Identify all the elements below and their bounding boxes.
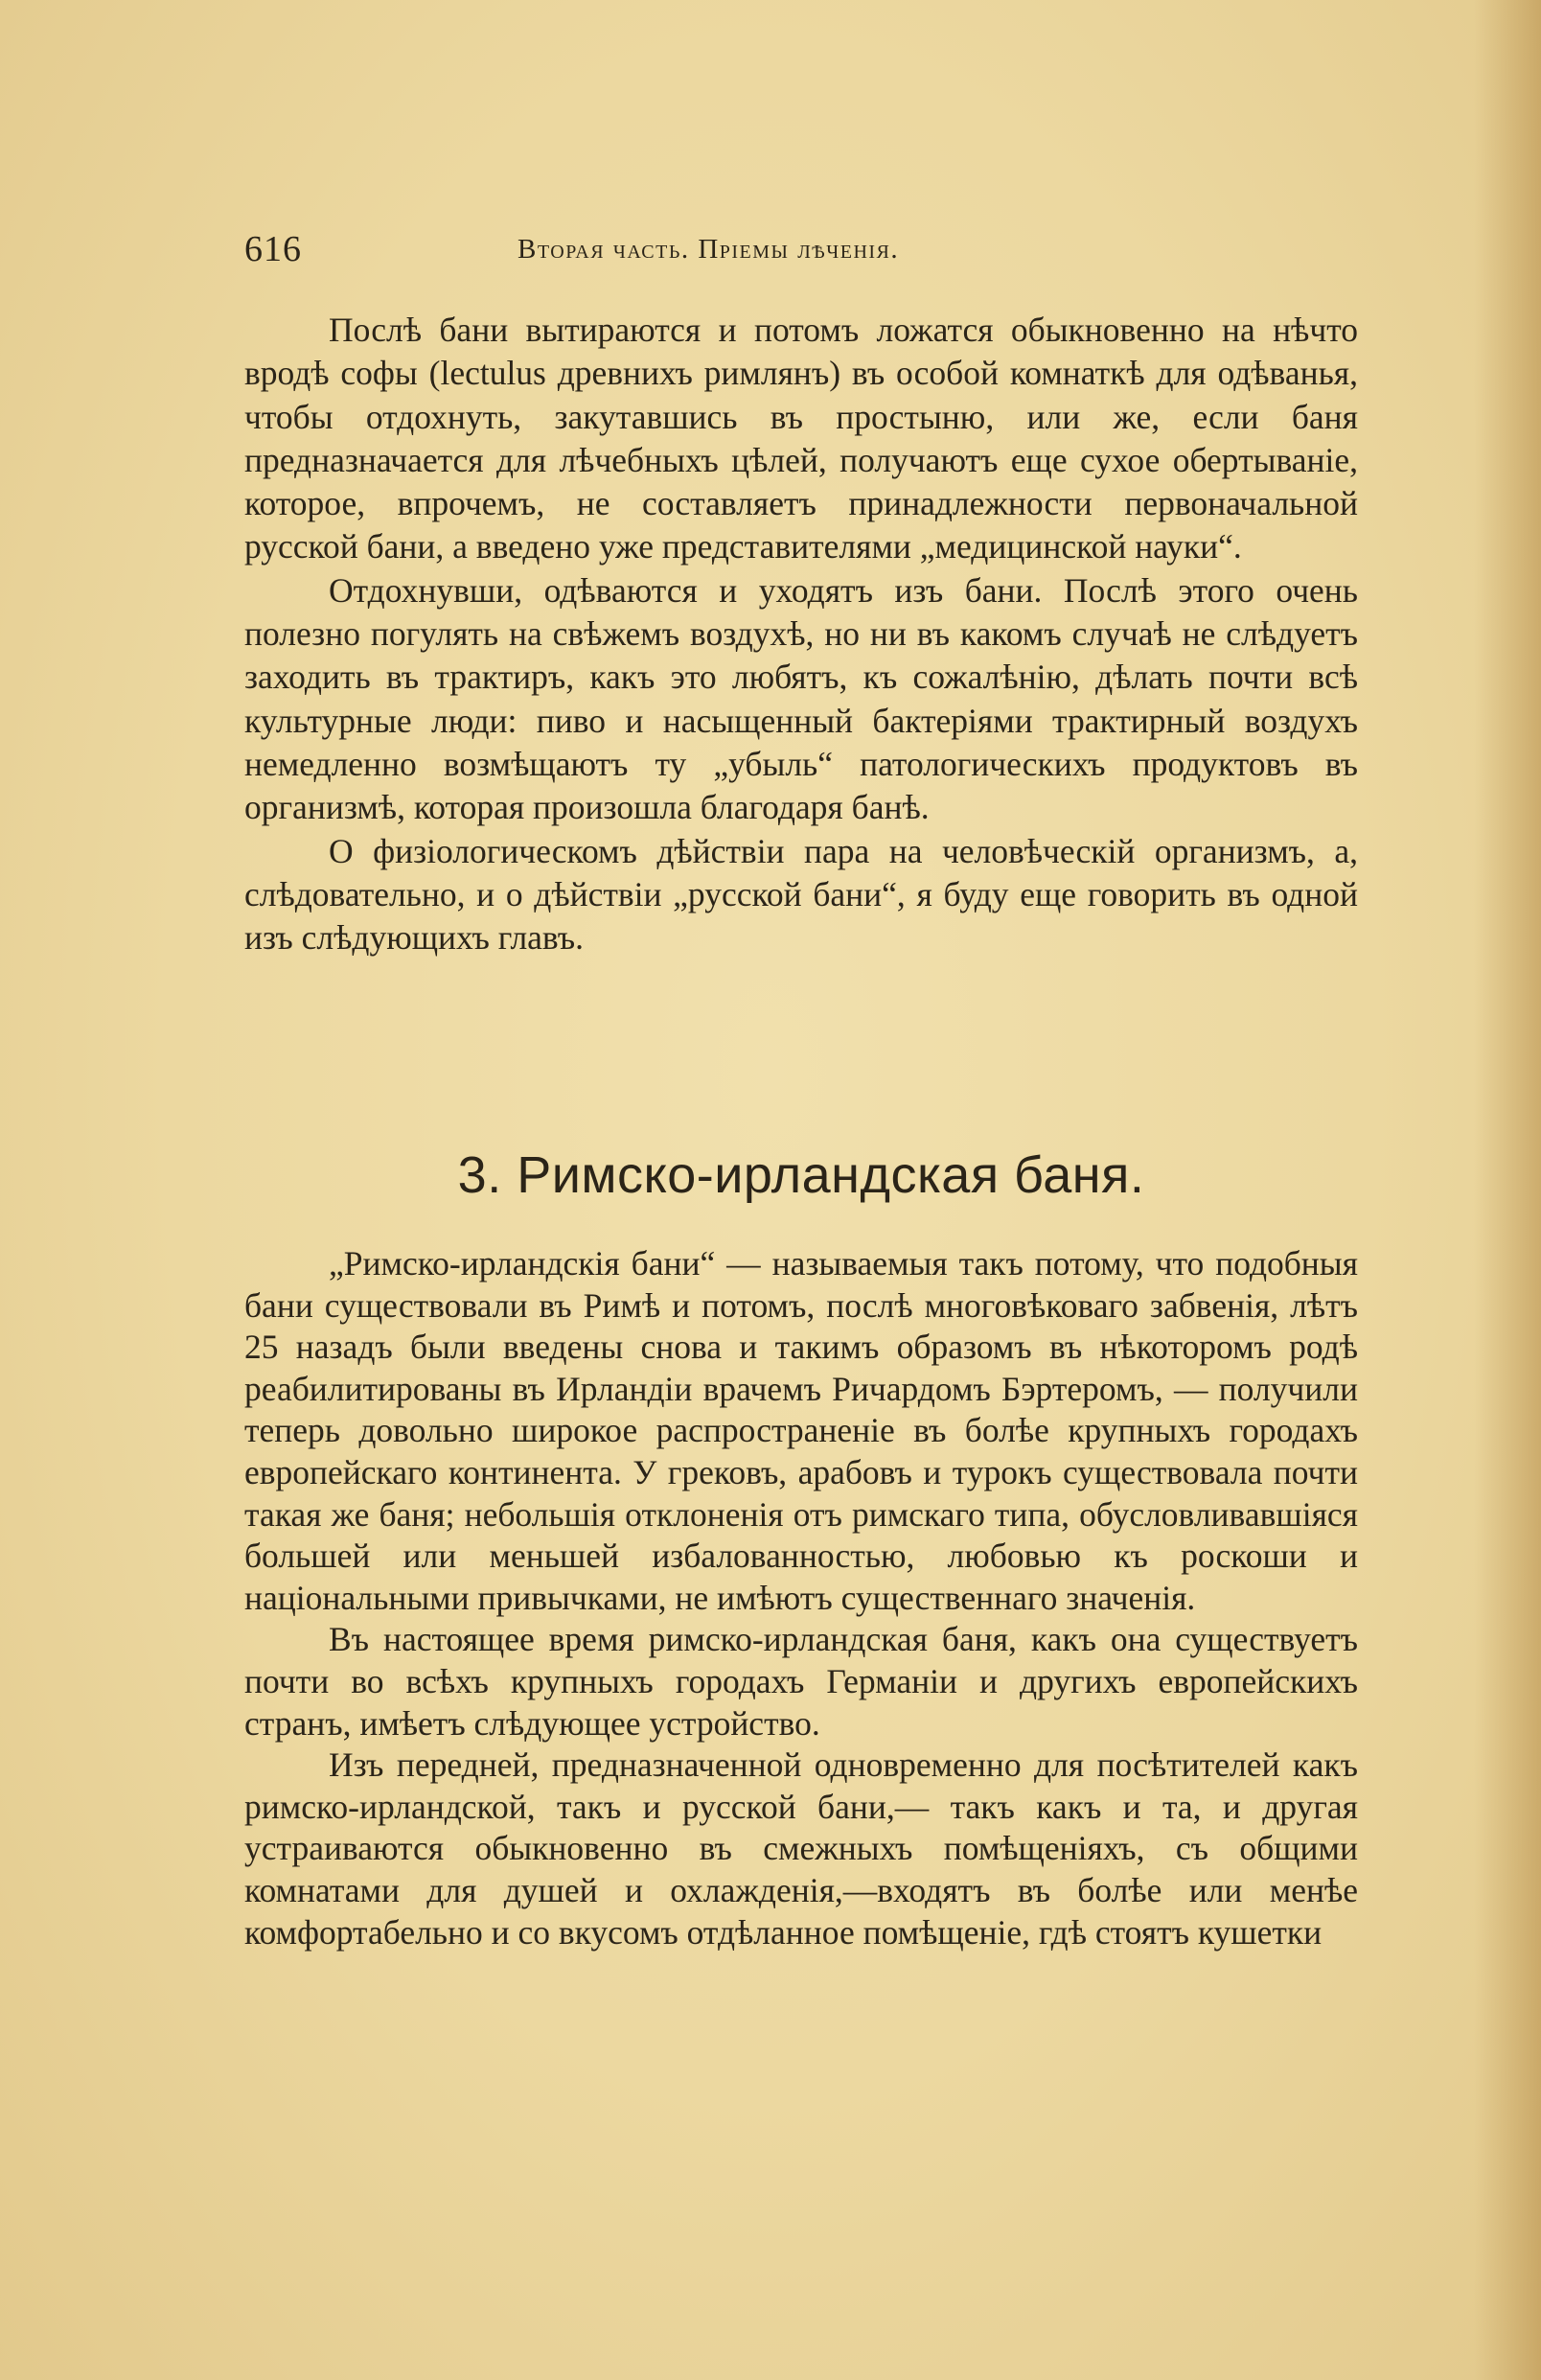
running-head: Вторая часть. Пріемы лѣченія. (518, 234, 900, 265)
page-header (244, 228, 1356, 276)
page-number: 616 (244, 229, 302, 269)
paragraph: „Римско-ирландскія бани“ — называемыя такъ потому, что подобныя бани существовали въ Римѣ и потомъ, послѣ многовѣковаго забвенія, лѣтъ 25 назадъ были введены снова и такимъ образомъ въ нѣкоторомъ родѣ реабилитированы въ Ирландіи врачемъ Ричардомъ Бэртеромъ, — получили теперь довольно широкое распространеніе въ болѣе крупныхъ городахъ европейскаго континента. У грековъ, арабовъ и турокъ существовала почти такая же баня; небольшія отклоненія отъ римскаго типа, обусловливавшіяся большей или меньшей избалованностью, любовью къ роскоши и національными привычками, не имѣютъ существеннаго значенія. (244, 1244, 1358, 1617)
paragraph: Въ настоящее время римско-ирландская баня, какъ она существуетъ почти во всѣхъ крупныхъ городахъ Германіи и другихъ европейскихъ странъ, имѣетъ слѣдующее устройство. (244, 1620, 1358, 1743)
section-heading: 3. Римско-ирландская баня. (457, 1146, 1145, 1204)
paragraph: Изъ передней, предназначенной одновременно для посѣтителей какъ римско-ирландской, такъ и русской бани,— такъ какъ и та, и другая устраиваются обыкновенно въ смежныхъ помѣщеніяхъ, съ общими комнатами для душей и охлажденія,—входятъ въ болѣе или менѣе комфортабельно и со вкусомъ отдѣланное помѣщеніе, гдѣ стоятъ кушетки (244, 1745, 1358, 1952)
paragraph: Послѣ бани вытираются и потомъ ложатся обыкновенно на нѣчто вродѣ софы (lectulus древнихъ римлянъ) въ особой комнаткѣ для одѣванья, чтобы отдохнуть, закутавшись въ простыню, или же, если баня предназначается для лѣчебныхъ цѣлей, получаютъ еще сухое обертываніе, которое, впрочемъ, не составляетъ принадлежности первоначальной русской бани, а введено уже представителями „медицинской науки“. (244, 311, 1358, 566)
text-block-section (244, 1243, 1358, 1953)
paragraph: О физіологическомъ дѣйствіи пара на человѣческій организмъ, а, слѣдовательно, и о дѣйствіи „русской бани“, я буду еще говорить въ одной изъ слѣдующихъ главъ. (244, 831, 1358, 958)
text-block-previous-section (244, 309, 1358, 959)
paragraph: Отдохнувши, одѣваются и уходятъ изъ бани. Послѣ этого очень полезно погулять на свѣжемъ воздухѣ, но ни въ какомъ случаѣ не слѣдуетъ заходить въ трактиръ, какъ это любятъ, къ сожалѣнію, дѣлать почти всѣ культурные люди: пиво и насыщенный бактеріями трактирный воздухъ немедленно возмѣщаютъ ту „убыль“ патологическихъ продуктовъ въ организмѣ, которая произошла благодаря банѣ. (244, 570, 1358, 827)
